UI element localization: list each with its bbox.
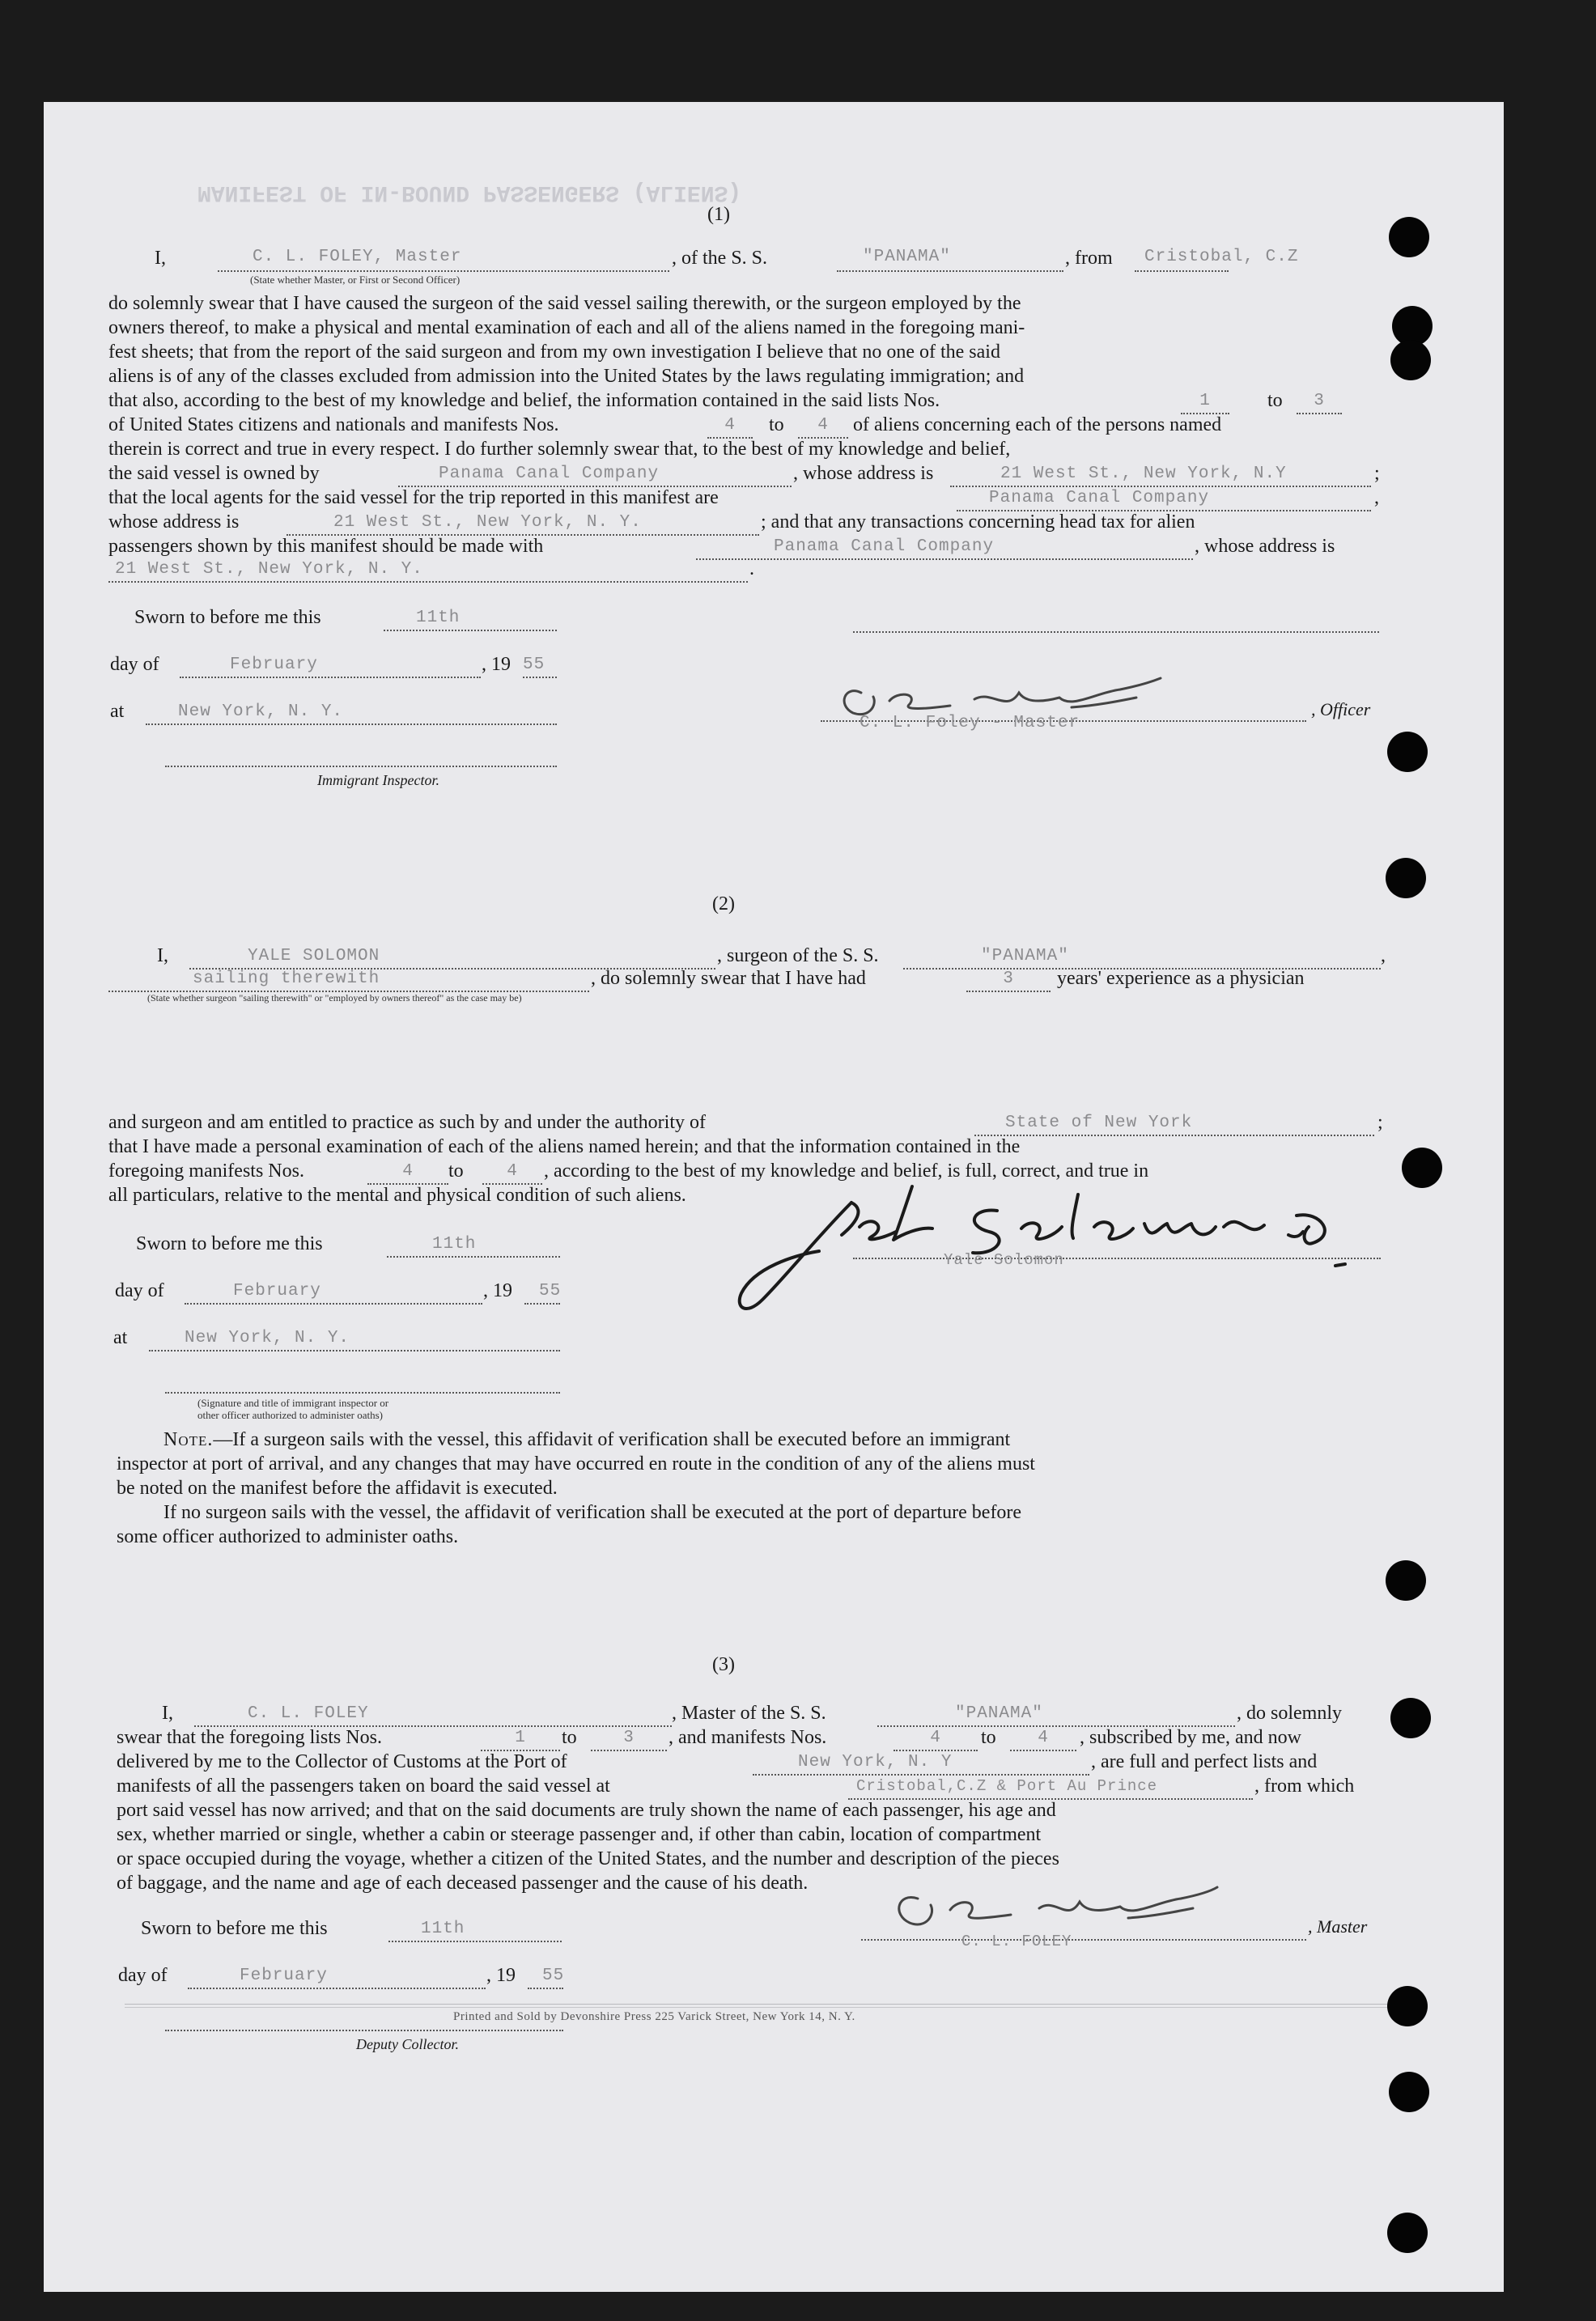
port-field (753, 1753, 1089, 1776)
place-value-1: New York, N. Y. (178, 702, 344, 721)
punch-hole (1390, 1698, 1431, 1738)
sworn-day-value-3: 11th (421, 1920, 465, 1938)
subscribed-text: , subscribed by me, and now (1080, 1727, 1301, 1748)
manifests-from-value-3: 4 (930, 1729, 941, 1747)
surgeon-of-label: , surgeon of the S. S. (717, 945, 879, 966)
affidavit1-line4: aliens is of any of the classes excluded from admission into the United States by the laws regulating immigration; and (108, 366, 1025, 387)
ports-boarded-value: Cristobal,C.Z & Port Au Prince (856, 1777, 1158, 1795)
punch-hole (1386, 858, 1426, 898)
lists-to-label-3: to (562, 1727, 577, 1748)
sworn-label-1: Sworn to before me this (134, 607, 321, 628)
note-line-5: some officer authorized to administer oaths. (117, 1526, 459, 1547)
footer-rule-2 (125, 2007, 1387, 2008)
years-text: years' experience as a physician (1057, 968, 1305, 989)
whose-address-label-3: , whose address is (1195, 536, 1335, 557)
agents-value: Panama Canal Company (989, 489, 1210, 507)
punch-hole (1389, 217, 1429, 257)
sailing-field (108, 970, 589, 992)
officer-caption-2: other officer authorized to administer oaths) (197, 1409, 383, 1421)
lists-from-field-3 (481, 1729, 560, 1751)
comma-2: , (1381, 945, 1386, 966)
affidavit3-line7: or space occupied during the voyage, whether a citizen of the United States, and the number and description of the pieces (117, 1848, 1059, 1869)
year-prefix-2: , 19 (483, 1280, 512, 1301)
year-value-3: 55 (542, 1967, 565, 1985)
aliens-text: of aliens concerning each of the persons named (853, 414, 1222, 435)
according-text: , according to the best of my knowledge and belief, is full, correct, and true in (544, 1160, 1149, 1182)
place-field-1 (146, 702, 557, 725)
sailing-value: sailing therewith (193, 970, 380, 988)
affidavit2-i: I, (157, 945, 168, 966)
deponent-value: C. L. FOLEY, Master (253, 248, 462, 266)
affidavit1-line3: fest sheets; that from the report of the said surgeon and from my own investigation I believe that no one of the said (108, 342, 1000, 363)
do-solemnly-label: , do solemnly (1237, 1703, 1342, 1724)
sworn-day-value-2: 11th (432, 1235, 477, 1254)
note-line-4: If no surgeon sails with the vessel, the affidavit of verification shall be executed at the port of departure before (163, 1502, 1022, 1523)
affidavit1-line1: do solemnly swear that I have caused the surgeon of the said vessel sailing therewith, or the surgeon employed by the (108, 293, 1021, 314)
blank-line-1 (853, 615, 1379, 633)
surgeon-typed-name: Yale Solomon (944, 1251, 1064, 1269)
lists-to-label: to (1267, 390, 1283, 411)
affidavit1-i: I, (155, 248, 166, 269)
manifests-to-value-3: 4 (1038, 1729, 1049, 1747)
month-field-3 (188, 1967, 486, 1989)
master-field (194, 1704, 672, 1727)
year-prefix-1: , 19 (482, 654, 511, 675)
passengers-text: passengers shown by this manifest should be made with (108, 536, 544, 557)
officer-typed-name: C. L. Foley - Master (860, 714, 1080, 732)
administering-officer-line (165, 1376, 560, 1394)
head-tax-party-value: Panama Canal Company (774, 537, 995, 556)
lists-from-field (1181, 392, 1229, 414)
officer-caption-1: (Signature and title of immigrant inspector or (197, 1397, 389, 1409)
vessel-value: "PANAMA" (863, 248, 951, 266)
officer-label: , Officer (1311, 699, 1371, 719)
semicolon-1: ; (1374, 463, 1380, 484)
whose-address-label-2: whose address is (108, 511, 240, 533)
lists-from-value-3: 1 (515, 1729, 526, 1747)
place-value-2: New York, N. Y. (185, 1329, 350, 1347)
footer-rule (125, 2004, 1387, 2005)
sworn-day-field-1 (384, 609, 557, 631)
year-field-1 (523, 656, 557, 678)
agents-text: that the local agents for the said vessel for the trip reported in this manifest are (108, 487, 719, 508)
of-the-ss-label: , of the S. S. (672, 248, 768, 269)
head-tax-address-value: 21 West St., New York, N. Y. (115, 560, 423, 579)
inspector-caption: Immigrant Inspector. (317, 772, 439, 788)
manifests-from-value-2: 4 (402, 1162, 414, 1181)
citizens-text: of United States citizens and nationals and manifests Nos. (108, 414, 559, 435)
sailing-caption: (State whether surgeon "sailing therewith" or "employed by owners thereof" as the case may be) (147, 992, 522, 1004)
printer-imprint: Printed and Sold by Devonshire Press 225 Varick Street, New York 14, N. Y. (453, 2010, 855, 2023)
practice-text: and surgeon and am entitled to practice as such by and under the authority of (108, 1112, 706, 1133)
surgeon-signature-line (853, 1241, 1381, 1259)
sworn-label-3: Sworn to before me this (141, 1918, 328, 1939)
agents-address-field (287, 513, 759, 536)
from-label: , from (1065, 248, 1113, 269)
authority-field (974, 1114, 1374, 1136)
manifests-to-label-2: to (448, 1160, 464, 1182)
manifests-to-value-2: 4 (507, 1162, 518, 1181)
head-tax-text: ; and that any transactions concerning head tax for alien (761, 511, 1195, 533)
master-of-label: , Master of the S. S. (672, 1703, 826, 1724)
manifests-to-field-3 (1010, 1729, 1076, 1751)
comma-1: , (1374, 487, 1379, 508)
section-number-1: (1) (707, 204, 730, 225)
foregoing-text: foregoing manifests Nos. (108, 1160, 304, 1182)
swear-text-3: swear that the foregoing lists Nos. (117, 1727, 382, 1748)
agents-field (957, 489, 1371, 511)
section-number-2: (2) (712, 893, 735, 914)
manifests-to-field-2 (482, 1162, 542, 1185)
year-prefix-3: , 19 (486, 1965, 516, 1986)
punch-hole (1386, 1560, 1426, 1601)
owner-address-value: 21 West St., New York, N.Y (1000, 465, 1287, 483)
note-label: Note. (163, 1429, 214, 1450)
lists-to-value: 3 (1314, 392, 1325, 410)
years-field (966, 970, 1051, 992)
delivered-text: delivered by me to the Collector of Customs at the Port of (117, 1751, 567, 1772)
day-of-label-1: day of (110, 654, 159, 675)
affidavit3-line6: sex, whether married or single, whether a cabin or steerage passenger and, if other than cabin, location of compartment (117, 1824, 1042, 1845)
at-label-2: at (113, 1327, 128, 1348)
years-value: 3 (1003, 970, 1014, 988)
manifests-to-label: to (769, 414, 784, 435)
manifests-from-field-3 (894, 1729, 978, 1751)
year-value-1: 55 (523, 656, 545, 674)
full-text: , are full and perfect lists and (1091, 1751, 1318, 1772)
affidavit1-line2: owners thereof, to make a physical and mental examination of each and all of the aliens named in the foregoing mani- (108, 317, 1025, 338)
year-field-3 (528, 1967, 563, 1989)
vessel-value-2: "PANAMA" (981, 947, 1069, 965)
lists-to-field-3 (591, 1729, 667, 1751)
sworn-day-value-1: 11th (416, 609, 461, 627)
document-page (44, 102, 1504, 2292)
punch-hole (1402, 1148, 1442, 1188)
punch-hole (1390, 340, 1431, 380)
affidavit3-line5: port said vessel has now arrived; and that on the said documents are truly shown the name of each passenger, his age and (117, 1800, 1056, 1821)
vessel-value-3: "PANAMA" (955, 1704, 1043, 1723)
from-port-value: Cristobal, C.Z (1144, 248, 1299, 266)
master-typed-name: C. L. FOLEY (961, 1933, 1072, 1950)
punch-hole (1387, 732, 1428, 772)
sworn-day-field-3 (388, 1920, 562, 1942)
owner-field (398, 465, 792, 487)
day-of-label-2: day of (115, 1280, 164, 1301)
master-value: C. L. FOLEY (248, 1704, 369, 1723)
section-number-3: (3) (712, 1654, 735, 1675)
lists-to-field (1297, 392, 1342, 414)
month-field-2 (185, 1282, 482, 1305)
owned-by-text: the said vessel is owned by (108, 463, 320, 484)
at-label-1: at (110, 701, 125, 722)
sworn-day-field-2 (387, 1235, 560, 1258)
lists-to-value-3: 3 (623, 1729, 635, 1747)
note-line-1 (163, 1428, 1010, 1452)
place-field-2 (149, 1329, 560, 1351)
manifests-from-field-2 (367, 1162, 448, 1185)
manifests-text: manifests of all the passengers taken on board the said vessel at (117, 1776, 610, 1797)
therein-text: therein is correct and true in every respect. I do further solemnly swear that, to the best of my knowledge and belief, (108, 439, 1011, 460)
year-field-2 (524, 1282, 560, 1305)
head-tax-address-field (108, 560, 748, 583)
note-text-1: —If a surgeon sails with the vessel, this affidavit of verification shall be executed before an immigrant (213, 1429, 1011, 1450)
bleed-through-header: MANIFEST OF IN-BOUND PASSENGERS (ALIENS) (197, 180, 742, 205)
vessel-field-3 (877, 1704, 1235, 1727)
note-line-3: be noted on the manifest before the affidavit is executed. (117, 1478, 558, 1499)
month-value-3: February (240, 1967, 328, 1985)
port-value: New York, N. Y (798, 1753, 953, 1772)
authority-value: State of New York (1005, 1114, 1193, 1132)
affidavit2-line2: that I have made a personal examination of each of the aliens named herein; and that the information contained in the (108, 1136, 1021, 1157)
lists-from-value: 1 (1199, 392, 1211, 410)
ports-boarded-field (848, 1777, 1253, 1800)
owner-value: Panama Canal Company (439, 465, 660, 483)
vessel-field (837, 248, 1063, 272)
from-which-text: , from which (1254, 1776, 1355, 1797)
deponent-caption: (State whether Master, or First or Second Officer) (250, 274, 461, 286)
lists-text: that also, according to the best of my knowledge and belief, the information contained in the said lists Nos. (108, 390, 940, 411)
period-1: . (749, 558, 754, 579)
manifests-to-label-3: to (981, 1727, 996, 1748)
inspector-signature-line (165, 749, 557, 767)
affidavit3-i: I, (162, 1703, 173, 1724)
semicolon-2: ; (1377, 1112, 1383, 1133)
punch-hole (1389, 2072, 1429, 2112)
affidavit2-line4: all particulars, relative to the mental and physical condition of such aliens. (108, 1185, 686, 1206)
swear-text-2: , do solemnly swear that I have had (591, 968, 866, 989)
month-value-1: February (230, 656, 318, 674)
manifests-to-field (798, 416, 848, 439)
deponent-field (218, 248, 669, 272)
year-value-2: 55 (539, 1282, 562, 1301)
month-field-1 (180, 656, 481, 678)
manifests-from-field (707, 416, 753, 439)
and-manifests-label: , and manifests Nos. (669, 1727, 827, 1748)
punch-hole (1387, 1986, 1428, 2026)
manifests-from-value: 4 (724, 416, 736, 435)
whose-address-label-1: , whose address is (793, 463, 934, 484)
day-of-label-3: day of (118, 1965, 168, 1986)
from-port-field (1135, 248, 1299, 272)
master-label: , Master (1308, 1916, 1368, 1937)
master-signature-line (861, 1923, 1306, 1941)
agents-address-value: 21 West St., New York, N. Y. (333, 513, 642, 532)
head-tax-party-field (696, 537, 1193, 560)
affidavit3-line8: of baggage, and the name and age of each deceased passenger and the cause of his death. (117, 1873, 809, 1894)
manifests-to-value: 4 (817, 416, 829, 435)
sworn-label-2: Sworn to before me this (136, 1233, 323, 1254)
surgeon-value: YALE SOLOMON (248, 947, 380, 965)
note-line-2: inspector at port of arrival, and any changes that may have occurred en route in the condition of any of the aliens must (117, 1453, 1035, 1474)
month-value-2: February (233, 1282, 321, 1301)
punch-hole (1387, 2213, 1428, 2253)
collector-caption: Deputy Collector. (356, 2036, 459, 2052)
owner-address-field (950, 465, 1371, 487)
